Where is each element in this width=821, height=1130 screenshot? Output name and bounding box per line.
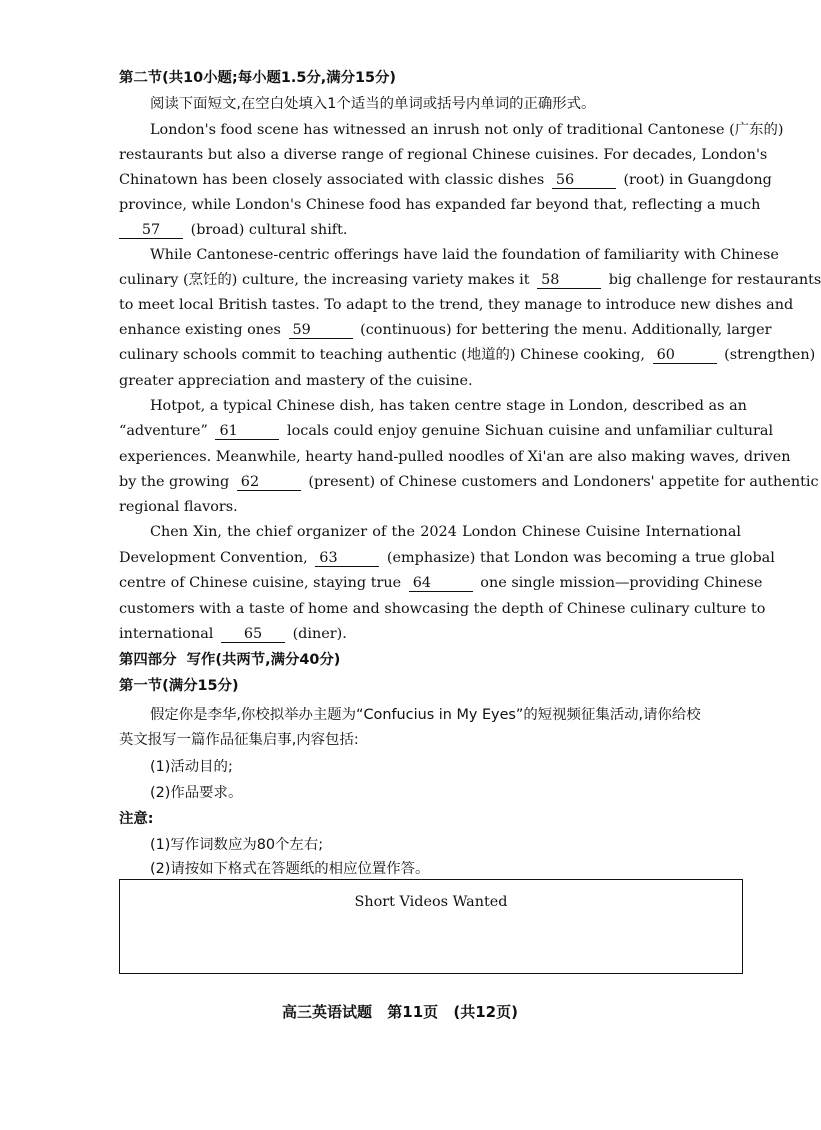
p2-line5-text-a: culinary schools commit to teaching authentic (地道的) Chinese cooking, (119, 347, 646, 363)
p4-line5-text-a: international (119, 626, 214, 642)
part4-heading: 第四部分 写作(共两节,满分40分) (119, 652, 341, 668)
blank-63[interactable]: 63 (315, 550, 379, 567)
blank-59[interactable]: 59 (289, 322, 353, 339)
p2-line5 (119, 346, 816, 364)
writing-item-1: (1)活动目的; (150, 759, 233, 775)
p1-line5 (119, 221, 347, 239)
p1-line5-text: (broad) cultural shift. (190, 222, 348, 238)
p4-line5 (119, 625, 347, 643)
p2-line4-text-b: (continuous) for bettering the menu. Additionally, larger (360, 322, 772, 338)
p2-line4 (119, 321, 772, 339)
p2-line1: While Cantonese-centric offerings have laid the foundation of familiarity with Chinese (150, 247, 779, 263)
p1-line4: province, while London's Chinese food has expanded far beyond that, reflecting a much (119, 197, 761, 213)
section2-heading: 第二节(共10小题;每小题1.5分,满分15分) (119, 70, 396, 86)
note-2: (2)请按如下格式在答题纸的相应位置作答。 (150, 861, 430, 877)
p3-line1: Hotpot, a typical Chinese dish, has taken centre stage in London, described as an (150, 398, 747, 414)
p2-line2 (119, 271, 821, 289)
writing-item-2: (2)作品要求。 (150, 785, 243, 801)
p3-line5: regional flavors. (119, 499, 238, 515)
p2-line3: to meet local British tastes. To adapt to the trend, they manage to introduce new dishes and (119, 297, 794, 313)
p1-line2: restaurants but also a diverse range of regional Chinese cuisines. For decades, London's (119, 147, 768, 163)
p3-line2 (119, 422, 774, 440)
p2-line4-text-a: enhance existing ones (119, 322, 281, 338)
answer-box-title: Short Videos Wanted (354, 894, 508, 910)
blank-60[interactable]: 60 (653, 347, 717, 364)
footer-title: 高三英语试题 (282, 1003, 373, 1021)
note-label: 注意: (119, 811, 154, 827)
p2-line6: greater appreciation and mastery of the cuisine. (119, 373, 473, 389)
writing-prompt-line2: 英文报写一篇作品征集启事,内容包括: (119, 732, 359, 748)
p3-line4 (119, 473, 819, 491)
p4-line3 (119, 574, 763, 592)
p4-line1: Chen Xin, the chief organizer of the 2024 London Chinese Cuisine International (150, 524, 741, 540)
p3-line2-text-a: “adventure” (119, 423, 208, 439)
part4-section1-heading: 第一节(满分15分) (119, 678, 239, 694)
p3-line4-text-b: (present) of Chinese customers and Londoners' appetite for authentic (308, 474, 819, 490)
p4-line3-text-a: centre of Chinese cuisine, staying true (119, 575, 402, 591)
writing-prompt-line1: 假定你是李华,你校拟举办主题为“Confucius in My Eyes”的短视频征集活动,请你给校 (150, 707, 701, 723)
section2-instruction: 阅读下面短文,在空白处填入1个适当的单词或括号内单词的正确形式。 (150, 96, 596, 112)
footer-page: 第11页 (387, 1003, 439, 1021)
page-footer (0, 1001, 800, 1022)
p3-line3: experiences. Meanwhile, hearty hand-pulled noodles of Xi'an are also making waves, driven (119, 449, 791, 465)
footer-total: (共12页) (453, 1003, 518, 1021)
p4-line5-text-b: (diner). (292, 626, 347, 642)
p2-line2-text-a: culinary (烹饪的) culture, the increasing variety makes it (119, 272, 530, 288)
p4-line4: customers with a taste of home and showcasing the depth of Chinese culinary culture to (119, 601, 766, 617)
p1-line3 (119, 171, 772, 189)
p1-line3-text-a: Chinatown has been closely associated with classic dishes (119, 172, 545, 188)
answer-format-box (119, 879, 743, 974)
p2-line2-text-b: big challenge for restaurants (608, 272, 821, 288)
blank-65[interactable]: 65 (221, 626, 285, 643)
blank-62[interactable]: 62 (237, 474, 301, 491)
p1-line3-text-b: (root) in Guangdong (623, 172, 772, 188)
blank-56[interactable]: 56 (552, 172, 616, 189)
p1-line1: London's food scene has witnessed an inrush not only of traditional Cantonese (广东的) (150, 122, 784, 138)
blank-64[interactable]: 64 (409, 575, 473, 592)
p4-line2 (119, 549, 775, 567)
note-1: (1)写作词数应为80个左右; (150, 837, 324, 853)
p4-line2-text-a: Development Convention, (119, 550, 308, 566)
blank-57[interactable]: 57 (119, 222, 183, 239)
blank-61[interactable]: 61 (215, 423, 279, 440)
p2-line5-text-b: (strengthen) (724, 347, 816, 363)
p4-line2-text-b: (emphasize) that London was becoming a true global (386, 550, 775, 566)
p3-line4-text-a: by the growing (119, 474, 230, 490)
p3-line2-text-b: locals could enjoy genuine Sichuan cuisine and unfamiliar cultural (287, 423, 774, 439)
p4-line3-text-b: one single mission—providing Chinese (480, 575, 763, 591)
blank-58[interactable]: 58 (537, 272, 601, 289)
